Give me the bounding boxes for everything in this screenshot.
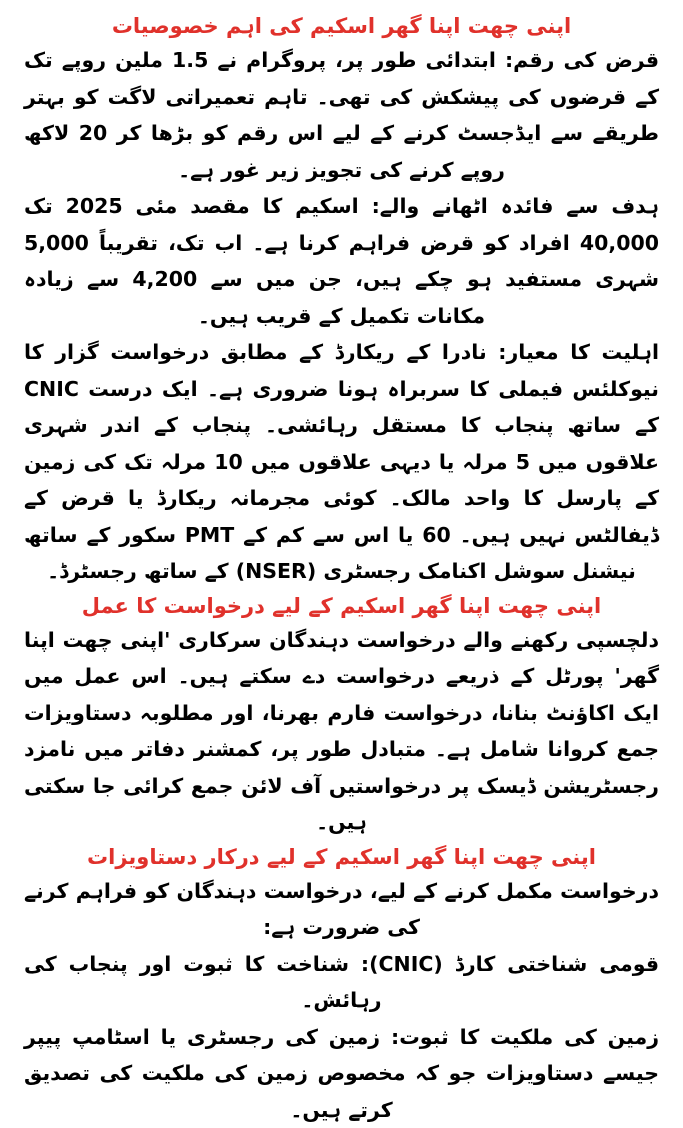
- eligibility-paragraph: اہلیت کا معیار: نادرا کے ریکارڈ کے مطابق درخواست گزار کا نیوکلئس فیملی کا سربراہ ہونا ضروری ہے۔ ایک درست CNIC کے ساتھ پنجاب کا مستقل رہائشی۔ پنجاب کے اندر شہری علاقوں میں 5 مرلہ یا دیہی علاقوں میں 10 مرلہ تک کی زمین کے پارسل کا واحد مالک۔ کوئی مجرمانہ ریکارڈ یا قرض کے ڈیفالٹس نہیں ہیں۔ 60 یا اس سے کم کے PMT سکور کے ساتھ نیشنل سوشل اکنامک رجسٹری (NSER) کے ساتھ رجسٹرڈ۔: [24, 334, 659, 590]
- document-item-land-ownership: زمین کی ملکیت کا ثبوت: زمین کی رجسٹری یا اسٹامپ پیپر جیسے دستاویزات جو کہ مخصوص زمین کی ملکیت کی تصدیق کرتے ہیں۔: [24, 1019, 659, 1128]
- beneficiaries-paragraph: ہدف سے فائدہ اٹھانے والے: اسکیم کا مقصد مئی 2025 تک 40,000 افراد کو قرض فراہم کرنا ہے۔ اب تک، تقریباً 5,000 شہری مستفید ہو چکے ہیں، جن میں سے 4,200 سے زیادہ مکانات تکمیل کے قریب ہیں۔: [24, 188, 659, 334]
- document-item-cnic: قومی شناختی کارڈ (CNIC): شناخت کا ثبوت اور پنجاب کی رہائش۔: [24, 946, 659, 1019]
- documents-heading: اپنی چھت اپنا گھر اسکیم کے لیے درکار دستاویزات: [24, 841, 659, 873]
- features-heading: اپنی چھت اپنا گھر اسکیم کی اہم خصوصیات: [24, 10, 659, 42]
- documents-intro: درخواست مکمل کرنے کے لیے، درخواست دہندگان کو فراہم کرنے کی ضرورت ہے:: [24, 873, 659, 946]
- application-paragraph: دلچسپی رکھنے والے درخواست دہندگان سرکاری 'اپنی چھت اپنا گھر' پورٹل کے ذریعے درخواست دے سکتے ہیں۔ اس عمل میں ایک اکاؤنٹ بنانا، درخواست فارم بھرنا، اور مطلوبہ دستاویزات جمع کروانا شامل ہے۔ متبادل طور پر، کمشنر دفاتر میں نامزد رجسٹریشن ڈیسک پر درخواستیں آف لائن جمع کرائی جا سکتی ہیں۔: [24, 622, 659, 841]
- loan-amount-paragraph: قرض کی رقم: ابتدائی طور پر، پروگرام نے 1.5 ملین روپے تک کے قرضوں کی پیشکش کی تھی۔ تاہم تعمیراتی لاگت کو بہتر طریقے سے ایڈجسٹ کرنے کے لیے اس رقم کو بڑھا کر 20 لاکھ روپے کرنے کی تجویز زیر غور ہے۔: [24, 42, 659, 188]
- application-heading: اپنی چھت اپنا گھر اسکیم کے لیے درخواست کا عمل: [24, 590, 659, 622]
